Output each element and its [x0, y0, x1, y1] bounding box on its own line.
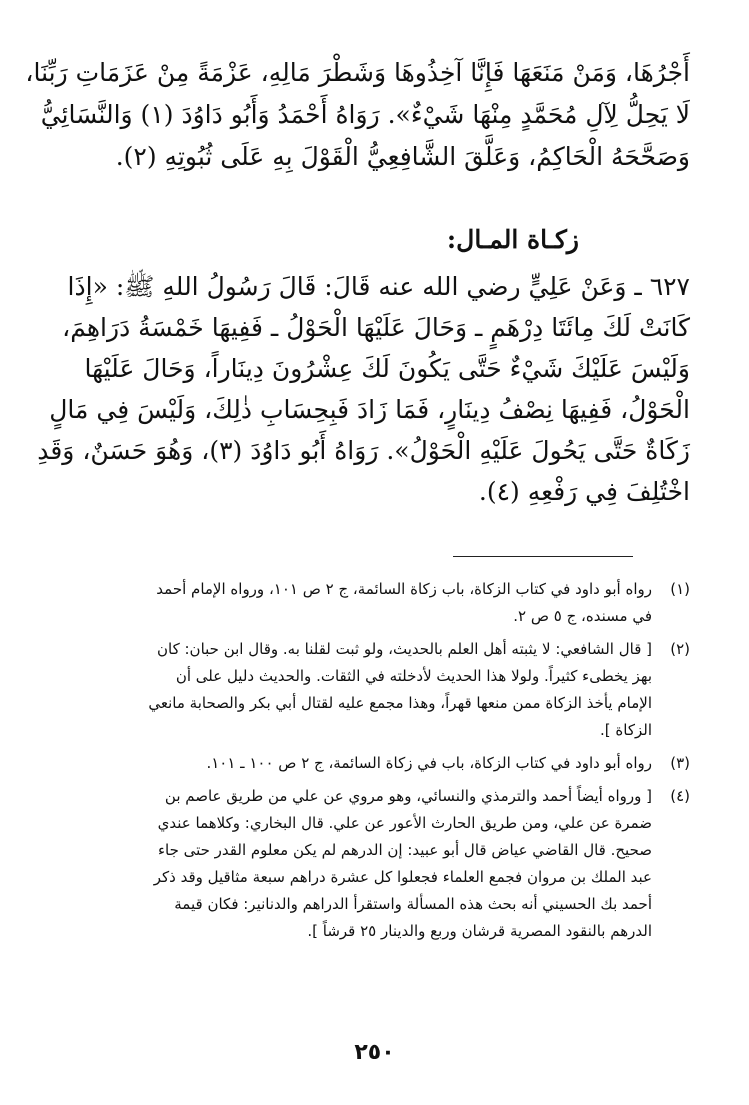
- text-line: لَا يَحِلُّ لِآلِ مُحَمَّدٍ مِنْهَا شَيْءٌ». رَوَاهُ أَحْمَدُ وَأَبُو دَاوُدَ (١) وَالنَّسَائِيُّ: [40, 100, 690, 129]
- footnote-line: رواه أبو داود في كتاب الزكاة، باب زكاة السائمة، ج ٢ ص ١٠١، ورواه الإمام أحمد: [156, 580, 652, 598]
- footnote-line: عبد الملك بن مروان فجمع العلماء فجعلوا كل عشرة دراهم سبعة مثاقيل وقد ذكر: [153, 868, 652, 886]
- text-line: الْحَوْلُ، فَفِيهَا نِصْفُ دِينَارٍ، فَمَا زَادَ فَبِحِسَابِ ذٰلِكَ، وَلَيْسَ فِي مَالٍ: [49, 395, 690, 424]
- text-line: وَلَيْسَ عَلَيْكَ شَيْءٌ حَتَّى يَكُونَ لَكَ عِشْرُونَ دِينَاراً، وَحَالَ عَلَيْهَا: [84, 354, 690, 383]
- hadith-627: [37, 266, 690, 512]
- footnote-line: [ قال الشافعي: لا يثبته أهل العلم بالحديث، ولو ثبت لقلنا به. وقال ابن حبان: كان: [157, 640, 652, 658]
- footnote-line: رواه أبو داود في كتاب الزكاة، باب في زكاة السائمة، ج ٢ ص ١٠٠ ـ ١٠١.: [206, 754, 652, 772]
- footnote-line: أحمد بك الحسيني أنه بحث هذه المسألة واستقرأ الدراهم والدنانير: فكان قيمة: [174, 895, 652, 913]
- footnote: [70, 576, 690, 630]
- footnote-body: [70, 576, 652, 630]
- footnote: [70, 636, 690, 744]
- hadith-text-continued: [25, 52, 690, 178]
- footnote: [70, 783, 690, 945]
- text-line: كَانَتْ لَكَ مِائَتَا دِرْهَمٍ ـ وَحَالَ عَلَيْهَا الْحَوْلُ ـ فَفِيهَا خَمْسَةُ دَرَاهِمَ،: [62, 313, 690, 342]
- footnote-number: (٢): [670, 640, 690, 658]
- footnote-line: في مسنده، ج ٥ ص ٢.: [513, 607, 652, 625]
- footnote-body: [70, 750, 652, 777]
- page-number: ٢٥٠: [354, 1040, 395, 1065]
- text-line: ٦٢٧ ـ وَعَنْ عَلِيٍّ رضي الله عنه قَالَ: قَالَ رَسُولُ اللهِ ﷺ: «إِذَا: [67, 272, 690, 301]
- footnote-line: ضمرة عن علي، ومن طريق الحارث الأعور عن علي. قال البخاري: وكلاهما عندي: [157, 814, 652, 832]
- section-heading: زكـاة المـال:: [446, 225, 579, 254]
- footnote: [70, 750, 690, 777]
- footnote-line: الزكاة ].: [600, 721, 652, 739]
- footnote-line: الدرهم بالنقود المصرية قرشان وربع والدينار ٢٥ قرشاً ].: [307, 922, 652, 940]
- text-line: زَكَاةٌ حَتَّى يَحُولَ عَلَيْهِ الْحَوْلُ». رَوَاهُ أَبُو دَاوُدَ (٣)، وَهُوَ حَسَنٌ، وَقَدِ: [37, 436, 690, 465]
- footnote-number: (٣): [670, 754, 690, 772]
- text-line: وَصَحَّحَهُ الْحَاكِمُ، وَعَلَّقَ الشَّافِعِيُّ الْقَوْلَ بِهِ عَلَى ثُبُوتِهِ (٢).: [115, 142, 690, 171]
- footnote-line: بهز يخطىء كثيراً. ولولا هذا الحديث لأدخلته في الثقات. والحديث دليل على أن: [175, 667, 652, 685]
- footnotes: [70, 576, 690, 951]
- footnote-body: [70, 783, 652, 945]
- footnote-line: الإمام يأخذ الزكاة ممن منعها قهراً، وهذا مجمع عليه لقتال أبي بكر والصحابة مانعي: [148, 694, 652, 712]
- footnote-number: (٤): [670, 787, 690, 805]
- text-line: أَجْرُهَا، وَمَنْ مَنَعَهَا فَإِنَّا آخِذُوهَا وَشَطْرَ مَالِهِ، عَزْمَةً مِنْ عَزَمَاتِ رَبِّنَا،: [25, 58, 690, 87]
- text-line: اخْتُلِفَ فِي رَفْعِهِ (٤).: [478, 477, 690, 506]
- footnote-separator: [453, 556, 633, 557]
- footnote-body: [70, 636, 652, 744]
- footnote-line: [ ورواه أيضاً أحمد والترمذي والنسائي، وهو مروي عن علي من طريق عاصم بن: [164, 787, 652, 805]
- footnote-number: (١): [670, 580, 690, 598]
- footnote-line: صحيح. قال القاضي عياض قال أبو عبيد: إن الدرهم لم يكن معلوم القدر حتى جاء: [157, 841, 652, 859]
